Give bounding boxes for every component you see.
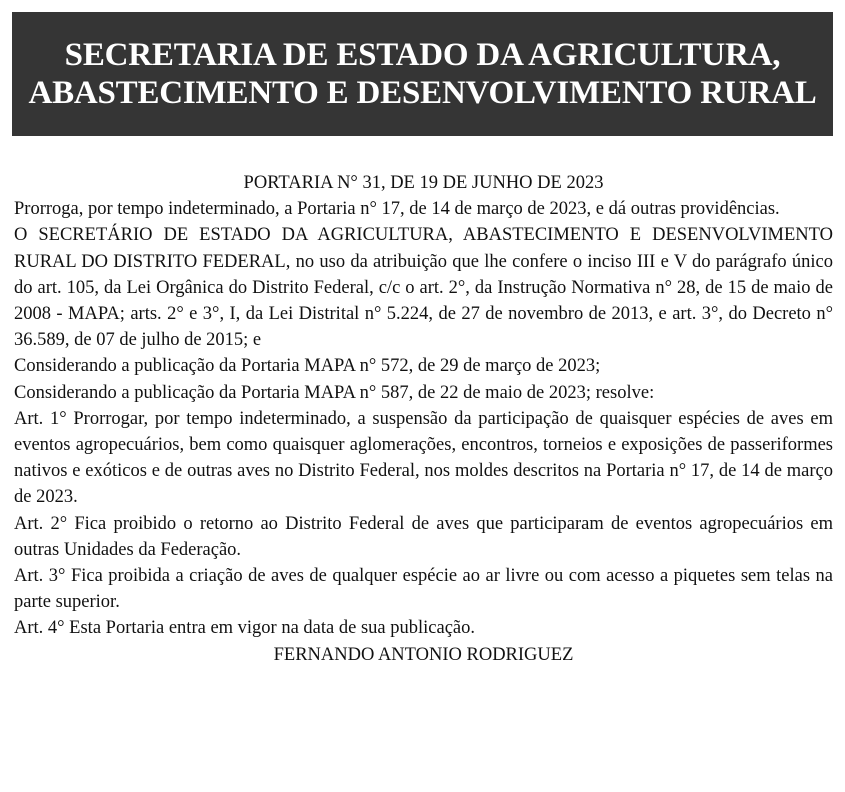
portaria-title: PORTARIA N° 31, DE 19 DE JUNHO DE 2023: [243, 173, 604, 193]
agency-title-line-2: ABASTECIMENTO E DESENVOLVIMENTO RURAL: [28, 75, 817, 111]
article-4: Art. 4° Esta Portaria entra em vigor na data de sua publicação.: [14, 618, 475, 639]
considerando-2: Considerando a publicação da Portaria MAPA n° 587, de 22 de maio de 2023; resolve:: [14, 382, 655, 403]
preamble-paragraph: O SECRETÁRIO DE ESTADO DA AGRICULTURA, ABASTECIMENTO E DESENVOLVIMENTO RURAL DO DISTRITO FEDERAL, no uso da atribuição que lhe confere o inciso III e V do parágrafo único do art. 105, da Lei Orgânica do Distrito Federal, c/c o art. 2°, da Instrução Normativa n° 28, de 15 de maio de 2008 - MAPA; arts. 2° e 3°, I, da Lei Distrital n° 5.224, de 27 de novembro de 2013, e art. 3°, do Decreto n° 36.589, de 07 de julho de 2015; e: [14, 225, 833, 351]
agency-title-line-1: SECRETARIA DE ESTADO DA AGRICULTURA,: [64, 37, 781, 73]
portaria-summary: Prorroga, por tempo indeterminado, a Portaria n° 17, de 14 de março de 2023, e dá outras providências.: [14, 199, 780, 220]
article-3: Art. 3° Fica proibida a criação de aves de qualquer espécie ao ar livre ou com acesso a piquetes sem telas na parte superior.: [14, 566, 833, 613]
considerando-1: Considerando a publicação da Portaria MAPA n° 572, de 29 de março de 2023;: [14, 356, 601, 377]
agency-title: [28, 36, 816, 112]
signature-name: FERNANDO ANTONIO RODRIGUEZ: [273, 644, 574, 665]
header-banner: [12, 12, 833, 136]
article-2: Art. 2° Fica proibido o retorno ao Distrito Federal de aves que participaram de eventos agropecuários em outras Unidades da Federação.: [14, 513, 833, 560]
article-1: Art. 1° Prorrogar, por tempo indeterminado, a suspensão da participação de quaisquer espécies de aves em eventos agropecuários, bem como quaisquer aglomerações, encontros, torneios e exposições de passeriformes nativos e exóticos e de outras aves no Distrito Federal, nos moldes descritos na Portaria n° 17, de 14 de março de 2023.: [14, 408, 833, 508]
document-body: [14, 170, 833, 668]
